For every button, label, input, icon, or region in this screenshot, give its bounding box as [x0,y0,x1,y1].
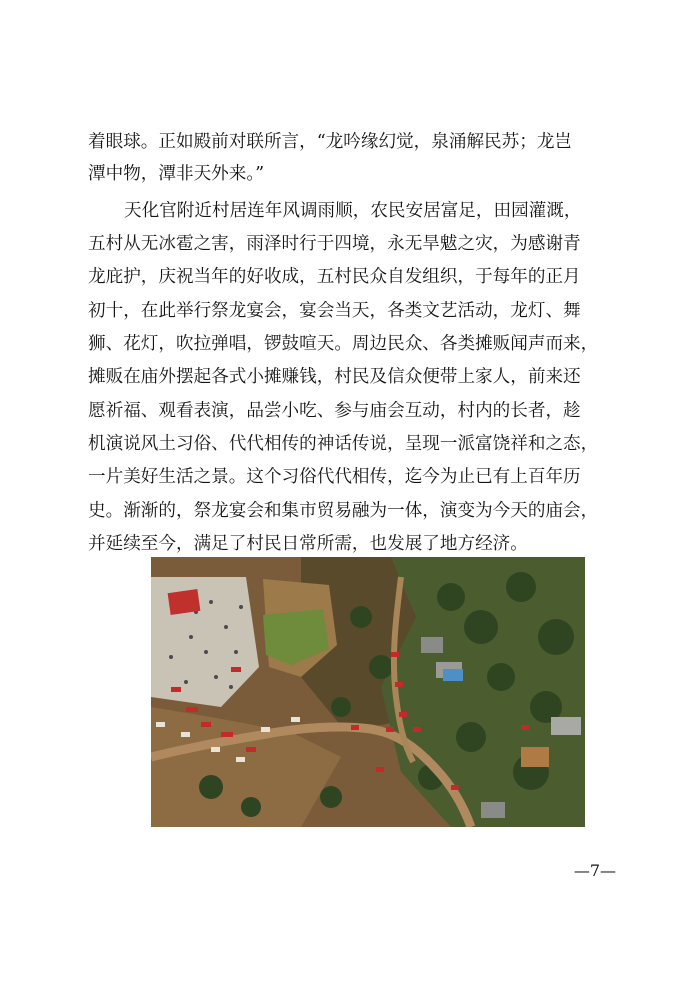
aerial-photo-drawing [151,557,585,827]
body-text-line: 狮、花灯，吹拉弹唱，锣鼓喧天。周边民众、各类摊贩闻声而来， [88,334,599,354]
body-text-line: 龙庇护，庆祝当年的好收成，五村民众自发组织，于每年的正月 [88,267,581,287]
body-text-line: 机演说风土习俗、代代相传的神话传说，呈现一派富饶祥和之态， [88,434,599,454]
body-text-line: 并延续至今，满足了村民日常所需，也发展了地方经济。 [88,534,528,554]
body-text-line: 天化官附近村居连年风调雨顺，农民安居富足，田园灌溉， [124,201,582,221]
body-text-line: 着眼球。正如殿前对联所言，“龙吟缘幻觉，泉涌解民苏；龙岂 [88,132,573,152]
temple-roof [168,589,201,615]
body-text-line: 史。渐渐的，祭龙宴会和集市贸易融为一体，演变为今天的庙会， [88,501,599,521]
body-text-line: 五村从无冰雹之害，雨泽时行于四境，永无旱魃之灾，为感谢青 [88,234,581,254]
body-text-line: 潭中物，潭非天外来。” [88,164,265,184]
aerial-photo [151,557,585,827]
body-text-line: 初十，在此举行祭龙宴会，宴会当天，各类文艺活动，龙灯、舞 [88,301,581,321]
page-number: —7— [573,861,616,880]
body-text-line: 摊贩在庙外摆起各式小摊赚钱，村民及信众便带上家人，前来还 [88,367,581,387]
body-text-line: 愿祈福、观看表演，品尝小吃、参与庙会互动，村内的长者，趁 [88,401,581,421]
body-text-line: 一片美好生活之景。这个习俗代代相传，迄今为止已有上百年历 [88,467,581,487]
